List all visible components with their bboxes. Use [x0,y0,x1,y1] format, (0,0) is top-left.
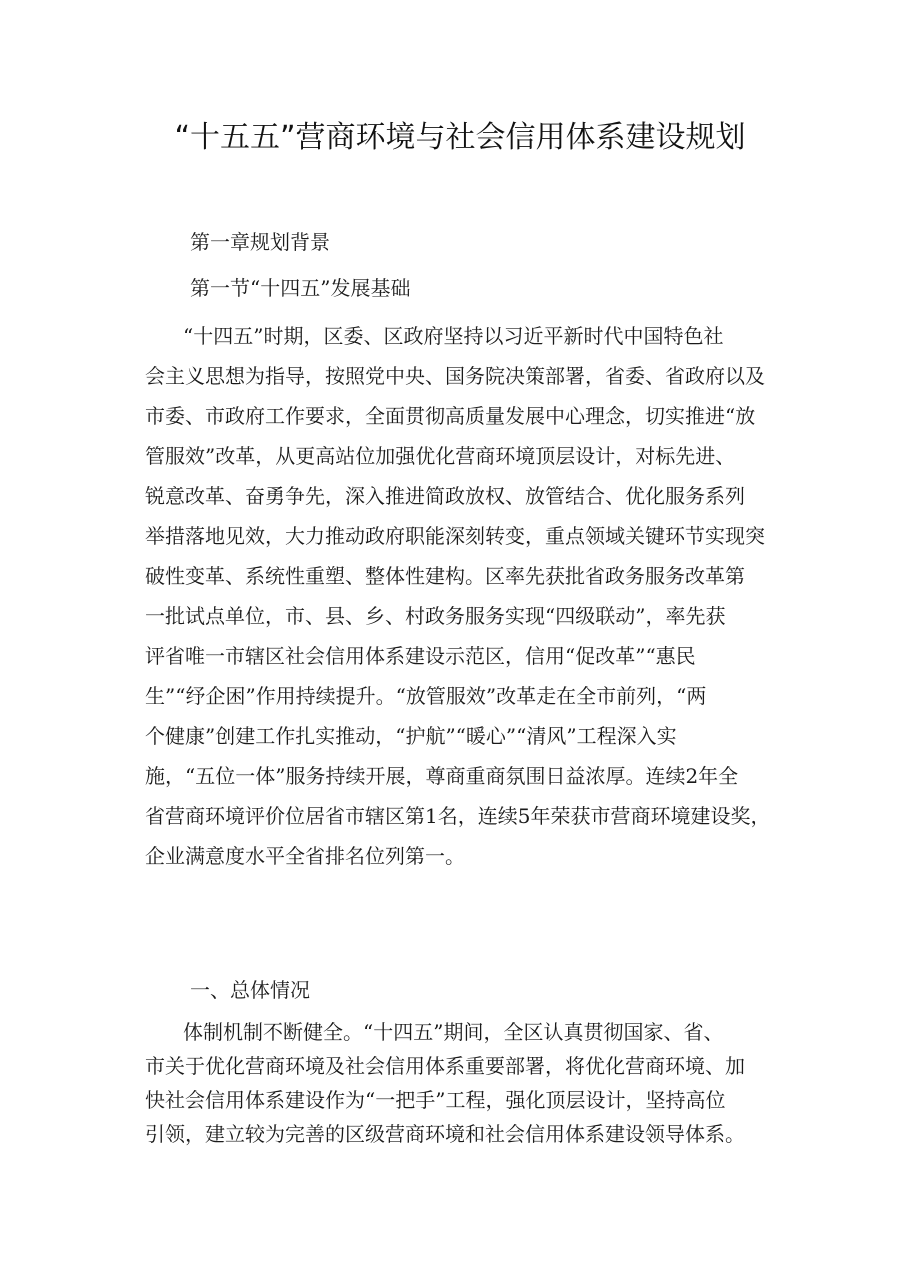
paragraph-line: 市委、市政府工作要求，全面贯彻高质量发展中心理念，切实推进“放 [145,404,756,428]
paragraph-line: 省营商环境评价位居省市辖区第1名，连续5年荣获市营商环境建设奖， [145,804,771,828]
paragraph-line: 体制机制不断健全。“十四五”期间，全区认真贯彻国家、省、 [183,1020,724,1044]
subheading-overall: 一、总体情况 [190,978,310,1002]
paragraph-line: 生”“纾企困”作用持续提升。“放管服效”改革走在全市前列，“两 [145,684,707,708]
paragraph-line: 施，“五位一体”服务持续开展，尊商重商氛围日益浓厚。连续2年全 [145,764,739,788]
paragraph-institutional-mechanism [145,1015,790,1151]
paragraph-line: 企业满意度水平全省排名位列第一。 [145,844,465,868]
paragraph-line: 评省唯一市辖区社会信用体系建设示范区，信用“促改革”“惠民 [145,644,696,668]
paragraph-line: 个健康”创建工作扎实推动，“护航”“暖心”“清风”工程深入实 [145,724,677,748]
chapter-heading: 第一章规划背景 [190,230,330,254]
paragraph-line: 一批试点单位，市、县、乡、村政务服务实现“四级联动”，率先获 [145,604,726,628]
paragraph-line: 管服效”改革，从更高站位加强优化营商环境顶层设计，对标先进、 [145,444,736,468]
paragraph-line: 市关于优化营商环境及社会信用体系重要部署，将优化营商环境、加 [145,1054,745,1078]
paragraph-line: 快社会信用体系建设作为“一把手”工程，强化顶层设计，坚持高位 [145,1088,726,1112]
section-heading: 第一节“十四五”发展基础 [190,276,411,300]
document-title: “十五五”营商环境与社会信用体系建设规划 [174,120,746,155]
paragraph-line: 锐意改革、奋勇争先，深入推进简政放权、放管结合、优化服务系列 [145,484,745,508]
paragraph-line: 引领，建立较为完善的区级营商环境和社会信用体系建设领导体系。 [145,1122,745,1146]
paragraph-line: 举措落地见效，大力推动政府职能深刻转变，重点领域关键环节实现突 [145,524,765,548]
paragraph-line: 会主义思想为指导，按照党中央、国务院决策部署，省委、省政府以及 [145,364,765,388]
paragraph-line: 破性变革、系统性重塑、整体性建构。区率先获批省政务服务改革第 [145,564,745,588]
paragraph-development-basis [145,316,790,876]
paragraph-line: “十四五”时期，区委、区政府坚持以习近平新时代中国特色社 [183,324,724,348]
